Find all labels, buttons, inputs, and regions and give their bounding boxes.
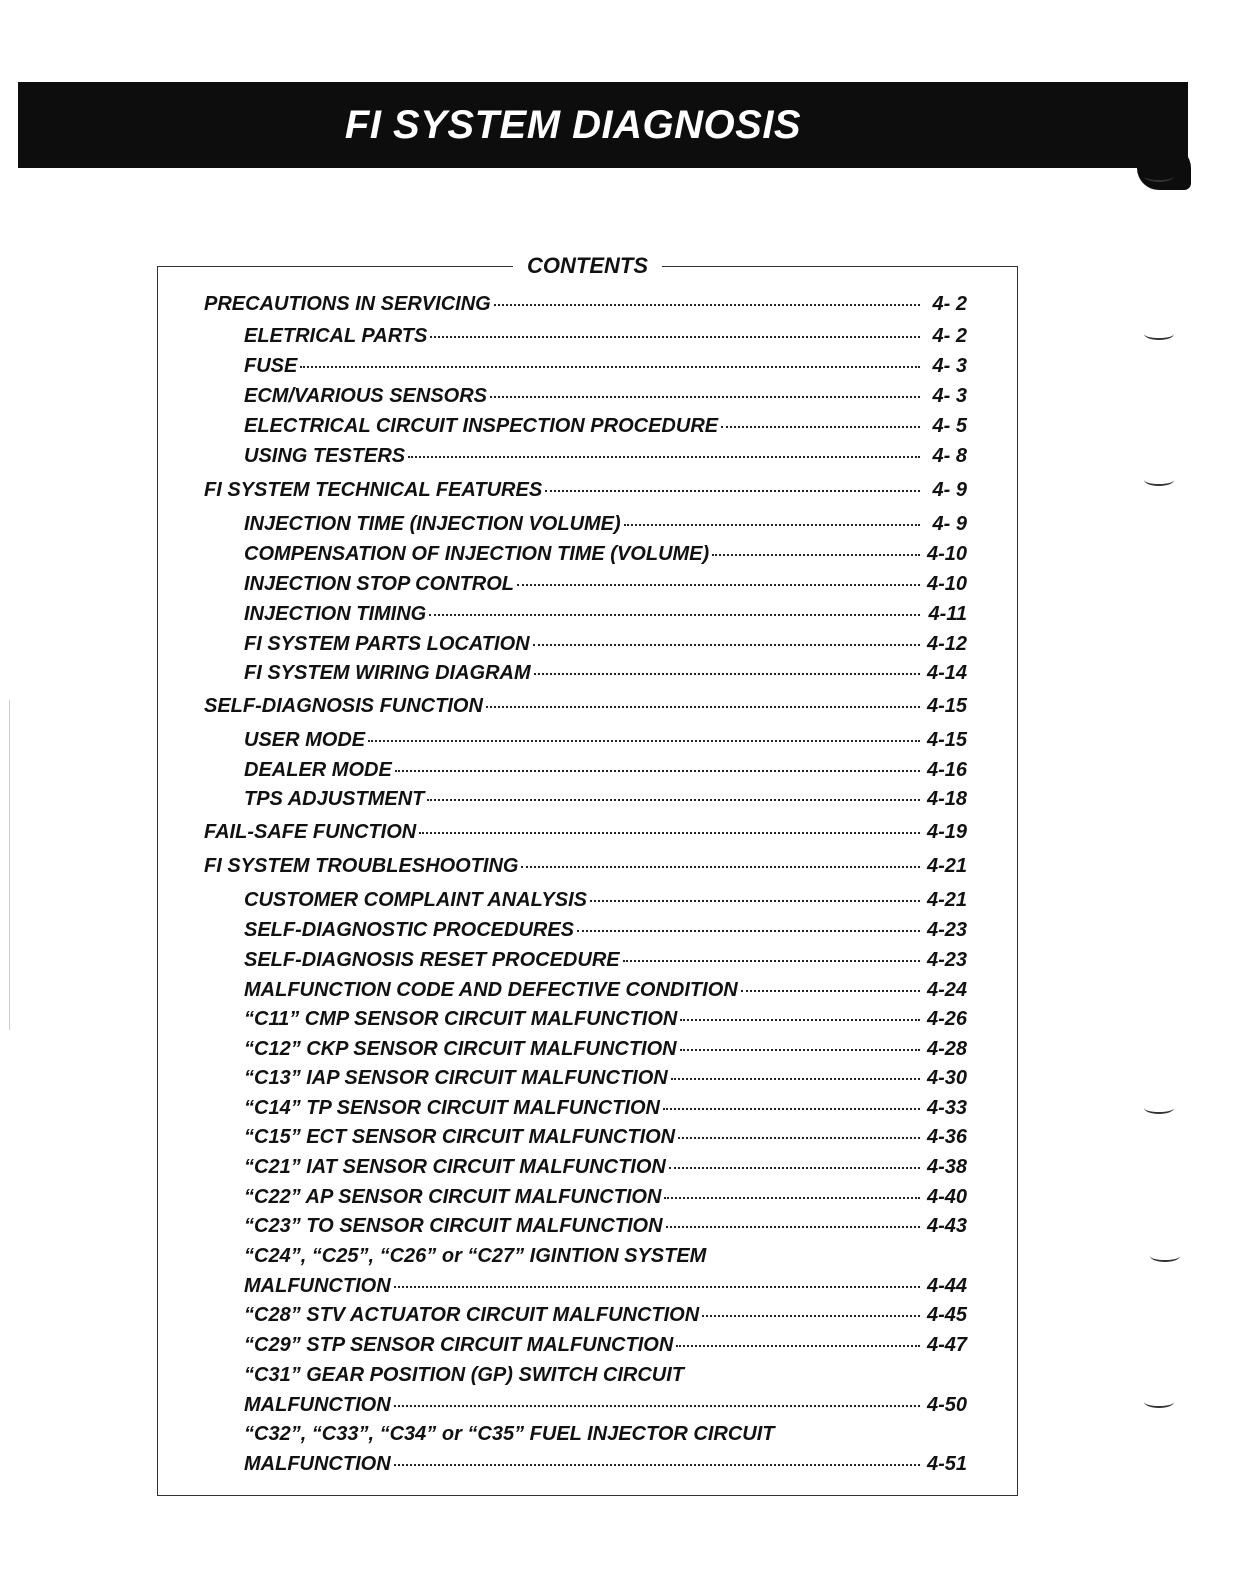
binder-mark xyxy=(1144,1102,1174,1114)
toc-entry-page: 4-44 xyxy=(926,1275,967,1297)
dot-leader xyxy=(394,1405,920,1407)
toc-entry-title: “C13” IAP SENSOR CIRCUIT MALFUNCTION xyxy=(244,1067,668,1089)
dot-leader xyxy=(712,554,920,556)
dot-leader xyxy=(741,990,920,992)
dot-leader xyxy=(517,584,920,586)
toc-entry-page: 4-21 xyxy=(926,889,967,911)
toc-entry[interactable] xyxy=(244,1095,967,1121)
toc-entry[interactable] xyxy=(244,413,967,439)
toc-entry-page: 4- 8 xyxy=(932,445,967,467)
dot-leader xyxy=(577,930,920,932)
toc-entry-page: 4-18 xyxy=(926,788,967,810)
toc-entry[interactable] xyxy=(244,571,967,597)
toc-entry[interactable] xyxy=(244,786,967,812)
toc-entry[interactable] xyxy=(244,1332,967,1358)
toc-entry-page: 4-11 xyxy=(928,603,967,625)
contents-box xyxy=(157,253,1018,1496)
toc-entry-page: 4-15 xyxy=(926,695,967,717)
dot-leader xyxy=(394,1464,920,1466)
toc-entry[interactable] xyxy=(244,511,967,537)
dot-leader xyxy=(664,1197,920,1199)
dot-leader xyxy=(430,336,920,338)
toc-entry-title: DEALER MODE xyxy=(244,759,392,781)
toc-entry-page: 4-51 xyxy=(926,1453,967,1475)
dot-leader xyxy=(408,456,920,458)
dot-leader xyxy=(368,740,920,742)
toc-entry-title-line1: “C32”, “C33”, “C34” or “C35” FUEL INJECTOR CIRCUIT xyxy=(244,1423,775,1445)
toc-entry-title: MALFUNCTION CODE AND DEFECTIVE CONDITION xyxy=(244,979,738,1001)
binder-mark xyxy=(1144,474,1174,486)
toc-entry-title: “C15” ECT SENSOR CIRCUIT MALFUNCTION xyxy=(244,1126,676,1148)
binder-mark xyxy=(1144,328,1174,340)
toc-entry-page: 4-38 xyxy=(926,1156,967,1178)
chapter-title-bar xyxy=(18,82,1188,168)
toc-entry-page: 4- 9 xyxy=(932,479,967,501)
toc-entry-page: 4-24 xyxy=(926,979,967,1001)
toc-entry-page: 4-40 xyxy=(926,1186,967,1208)
toc-entry-page: 4- 3 xyxy=(932,355,967,377)
toc-entry[interactable] xyxy=(204,477,967,503)
toc-entry-page: 4-10 xyxy=(926,573,967,595)
toc-entry[interactable] xyxy=(244,1154,967,1180)
dot-leader xyxy=(680,1049,920,1051)
toc-entry-page: 4-33 xyxy=(926,1097,967,1119)
toc-entry-page: 4-23 xyxy=(926,949,967,971)
dot-leader xyxy=(545,490,920,492)
dot-leader xyxy=(590,900,920,902)
dot-leader xyxy=(702,1315,920,1317)
toc-entry-title: SELF-DIAGNOSTIC PROCEDURES xyxy=(244,919,575,941)
toc-entry-page: 4-28 xyxy=(926,1038,967,1060)
toc-entry-page: 4-12 xyxy=(926,633,967,655)
toc-entry[interactable] xyxy=(244,1184,967,1210)
toc-entry[interactable] xyxy=(244,660,967,686)
toc-entry-page: 4-45 xyxy=(926,1304,967,1326)
dot-leader xyxy=(671,1078,920,1080)
dot-leader xyxy=(427,799,920,801)
toc-entry-title: ECM/VARIOUS SENSORS xyxy=(244,385,487,407)
toc-list xyxy=(158,267,1017,1495)
toc-entry[interactable] xyxy=(244,1302,967,1328)
toc-entry-title: “C22” AP SENSOR CIRCUIT MALFUNCTION xyxy=(244,1186,662,1208)
toc-entry[interactable] xyxy=(244,1213,967,1239)
toc-entry-title: TPS ADJUSTMENT xyxy=(244,788,425,810)
toc-entry[interactable] xyxy=(244,443,967,469)
toc-entry-title: “C11” CMP SENSOR CIRCUIT MALFUNCTION xyxy=(244,1008,678,1030)
toc-entry[interactable] xyxy=(244,1124,967,1150)
toc-entry[interactable] xyxy=(244,1362,967,1418)
dot-leader xyxy=(494,304,920,306)
toc-entry[interactable] xyxy=(244,977,967,1003)
toc-entry-page: 4-15 xyxy=(926,729,967,751)
toc-entry-title: MALFUNCTION xyxy=(244,1275,391,1297)
toc-entry[interactable] xyxy=(244,887,967,913)
toc-entry-title: FI SYSTEM PARTS LOCATION xyxy=(244,633,530,655)
toc-entry-title: PRECAUTIONS IN SERVICING xyxy=(204,293,491,315)
toc-entry[interactable] xyxy=(244,631,967,657)
toc-entry[interactable] xyxy=(244,1036,967,1062)
toc-entry-title: “C29” STP SENSOR CIRCUIT MALFUNCTION xyxy=(244,1334,674,1356)
dot-leader xyxy=(394,1286,920,1288)
toc-entry-page: 4-14 xyxy=(926,662,967,684)
toc-entry-title: “C23” TO SENSOR CIRCUIT MALFUNCTION xyxy=(244,1215,663,1237)
toc-entry-page: 4- 5 xyxy=(932,415,967,437)
dot-leader xyxy=(721,426,920,428)
toc-entry-title: CUSTOMER COMPLAINT ANALYSIS xyxy=(244,889,587,911)
scan-edge-line xyxy=(9,700,10,1030)
toc-entry-title: ELECTRICAL CIRCUIT INSPECTION PROCEDURE xyxy=(244,415,719,437)
dot-leader xyxy=(521,866,920,868)
toc-entry-title: “C14” TP SENSOR CIRCUIT MALFUNCTION xyxy=(244,1097,660,1119)
dot-leader xyxy=(676,1345,920,1347)
dot-leader xyxy=(534,673,920,675)
toc-entry-title: “C21” IAT SENSOR CIRCUIT MALFUNCTION xyxy=(244,1156,666,1178)
toc-entry-title: MALFUNCTION xyxy=(244,1453,391,1475)
contents-heading-label: CONTENTS xyxy=(513,253,662,278)
toc-entry-page: 4-21 xyxy=(926,855,967,877)
toc-entry-title: SELF-DIAGNOSIS RESET PROCEDURE xyxy=(244,949,620,971)
dot-leader xyxy=(300,366,920,368)
toc-entry[interactable] xyxy=(244,323,967,349)
toc-entry-title: “C28” STV ACTUATOR CIRCUIT MALFUNCTION xyxy=(244,1304,700,1326)
toc-entry-page: 4-10 xyxy=(926,543,967,565)
dot-leader xyxy=(419,832,920,834)
dot-leader xyxy=(533,644,920,646)
toc-entry-page: 4- 3 xyxy=(932,385,967,407)
toc-entry-title: INJECTION TIME (INJECTION VOLUME) xyxy=(244,513,621,535)
toc-entry[interactable] xyxy=(204,693,967,719)
toc-entry-page: 4-43 xyxy=(926,1215,967,1237)
toc-entry[interactable] xyxy=(244,1006,967,1032)
toc-entry-page: 4-16 xyxy=(926,759,967,781)
toc-entry-title: FI SYSTEM TROUBLESHOOTING xyxy=(204,855,519,877)
toc-entry[interactable] xyxy=(244,917,967,943)
toc-entry-page: 4-47 xyxy=(926,1334,967,1356)
toc-entry-page: 4- 2 xyxy=(932,325,967,347)
toc-entry[interactable] xyxy=(244,947,967,973)
toc-entry-title-line1: “C24”, “C25”, “C26” or “C27” IGINTION SYSTEM xyxy=(244,1245,707,1267)
dot-leader xyxy=(490,396,920,398)
dot-leader xyxy=(669,1167,920,1169)
toc-entry-title: INJECTION STOP CONTROL xyxy=(244,573,515,595)
toc-entry[interactable] xyxy=(204,853,967,879)
chapter-title: FI SYSTEM DIAGNOSIS xyxy=(344,102,802,147)
toc-entry-page: 4-26 xyxy=(926,1008,967,1030)
dot-leader xyxy=(663,1108,920,1110)
toc-entry-title: USER MODE xyxy=(244,729,366,751)
toc-entry-page: 4-19 xyxy=(926,821,967,843)
toc-entry[interactable] xyxy=(244,541,967,567)
dot-leader xyxy=(395,770,920,772)
toc-entry-page: 4-50 xyxy=(926,1394,967,1416)
dot-leader xyxy=(680,1019,920,1021)
toc-entry[interactable] xyxy=(244,353,967,379)
binder-mark xyxy=(1144,1396,1174,1408)
toc-entry-title: “C12” CKP SENSOR CIRCUIT MALFUNCTION xyxy=(244,1038,677,1060)
toc-entry-page: 4-30 xyxy=(926,1067,967,1089)
chapter-tab-marker xyxy=(1137,146,1191,190)
toc-entry-title: INJECTION TIMING xyxy=(244,603,427,625)
toc-entry[interactable] xyxy=(204,819,967,845)
toc-entry-title: FAIL-SAFE FUNCTION xyxy=(204,821,417,843)
dot-leader xyxy=(486,706,920,708)
toc-entry-title: USING TESTERS xyxy=(244,445,406,467)
binder-mark xyxy=(1150,1250,1180,1262)
dot-leader xyxy=(678,1137,920,1139)
dot-leader xyxy=(623,960,920,962)
toc-entry[interactable] xyxy=(244,1243,967,1299)
toc-entry-title: ELETRICAL PARTS xyxy=(244,325,428,347)
toc-entry[interactable] xyxy=(204,291,967,317)
toc-entry-page: 4- 2 xyxy=(932,293,967,315)
binder-mark xyxy=(1144,170,1174,182)
toc-entry[interactable] xyxy=(244,1421,967,1477)
toc-entry-title: FUSE xyxy=(244,355,298,377)
dot-leader xyxy=(624,524,920,526)
toc-entry-title: SELF-DIAGNOSIS FUNCTION xyxy=(204,695,483,717)
dot-leader xyxy=(429,614,920,616)
toc-entry[interactable] xyxy=(244,601,967,627)
toc-entry[interactable] xyxy=(244,727,967,753)
toc-entry-title: FI SYSTEM WIRING DIAGRAM xyxy=(244,662,531,684)
toc-entry-page: 4-23 xyxy=(926,919,967,941)
toc-entry-title: FI SYSTEM TECHNICAL FEATURES xyxy=(204,479,543,501)
toc-entry[interactable] xyxy=(244,757,967,783)
toc-entry-title: MALFUNCTION xyxy=(244,1394,391,1416)
toc-entry-title: COMPENSATION OF INJECTION TIME (VOLUME) xyxy=(244,543,710,565)
toc-entry-page: 4-36 xyxy=(926,1126,967,1148)
toc-entry-page: 4- 9 xyxy=(932,513,967,535)
toc-entry-title-line1: “C31” GEAR POSITION (GP) SWITCH CIRCUIT xyxy=(244,1364,685,1386)
toc-entry[interactable] xyxy=(244,383,967,409)
dot-leader xyxy=(666,1226,920,1228)
toc-entry[interactable] xyxy=(244,1065,967,1091)
